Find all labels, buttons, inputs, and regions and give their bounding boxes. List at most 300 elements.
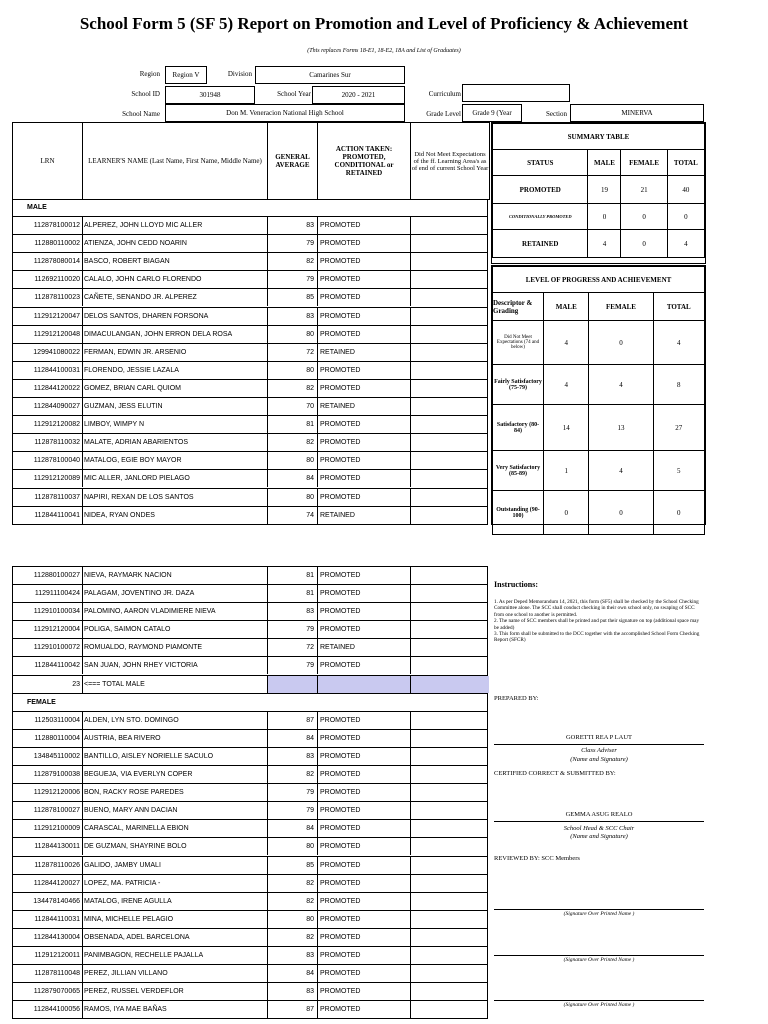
table-row [12, 893, 488, 911]
learner-name: MIC ALLER, JANLORD PIELAGO [83, 470, 268, 487]
summary-row [493, 176, 705, 204]
progress-female: 4 [589, 365, 653, 405]
total-male-row [12, 676, 488, 694]
learner-lrn: 112692110020 [13, 271, 83, 288]
grade-level-label: Grade Level [426, 110, 461, 118]
learner-lrn: 112844130004 [13, 929, 83, 946]
learner-name: MATALOG, EGIE BOY MAYOR [83, 452, 268, 469]
head-role: School Head & SCC Chair [563, 825, 635, 832]
learner-name: NIEVA, RAYMARK NACION [83, 567, 268, 584]
progress-table [491, 265, 706, 525]
col-name: LEARNER'S NAME (Last Name, First Name, Middle Name) [83, 123, 268, 199]
table-row [12, 253, 488, 271]
learner-name: BEGUEJA, VIA EVERLYN COPER [83, 766, 268, 783]
learner-table-page2 [12, 566, 488, 1019]
head-signature-line [494, 821, 704, 822]
action-taken: PROMOTED [318, 235, 411, 252]
learner-name: RAMOS, IYA MAE BAÑAS [83, 1001, 268, 1018]
action-taken: PROMOTED [318, 802, 411, 819]
total-male-count: 23 [13, 676, 83, 693]
learner-name: ALPEREZ, JOHN LLOYD MIC ALLER [83, 217, 268, 234]
table-row [12, 585, 488, 603]
table-row [12, 766, 488, 784]
progress-male: 4 [544, 321, 589, 365]
general-average: 83 [268, 217, 318, 234]
progress-desc: Fairly Satisfactory (75-79) [493, 365, 544, 405]
learner-name: ATIENZA, JOHN CEDD NOARIN [83, 235, 268, 252]
learner-name: POLIGA, SAIMON CATALO [83, 621, 268, 638]
scc-caption-1: (Signature Over Printed Name ) [563, 911, 635, 917]
general-average: 82 [268, 875, 318, 892]
scc-signature-line-3 [494, 1000, 704, 1001]
adviser-note: (Name and Signature) [570, 756, 628, 763]
learner-name: CARASCAL, MARINELLA EBION [83, 820, 268, 837]
learner-lrn: 112912120006 [13, 784, 83, 801]
progress-row [493, 321, 705, 365]
progress-total: 8 [653, 365, 705, 405]
general-average: 85 [268, 289, 318, 306]
learner-lrn: 112878110032 [13, 434, 83, 451]
action-taken: RETAINED [318, 507, 411, 524]
general-average: 84 [268, 470, 318, 487]
learner-lrn: 112880110002 [13, 235, 83, 252]
table-row [12, 326, 488, 344]
table-row [12, 712, 488, 730]
general-average: 83 [268, 748, 318, 765]
general-average: 72 [268, 344, 318, 361]
action-taken: RETAINED [318, 344, 411, 361]
adviser-signature-line [494, 744, 704, 745]
action-taken: PROMOTED [318, 784, 411, 801]
learner-name: BON, RACKY ROSE PAREDES [83, 784, 268, 801]
learner-name: PEREZ, JILLIAN VILLANO [83, 965, 268, 982]
learner-lrn: 112844110041 [13, 507, 83, 524]
table-row [12, 929, 488, 947]
learner-lrn: 112844110031 [13, 911, 83, 928]
table-row [12, 434, 488, 452]
action-taken: PROMOTED [318, 380, 411, 397]
progress-female: 4 [589, 451, 653, 491]
progress-female: 13 [589, 405, 653, 451]
action-taken: PROMOTED [318, 857, 411, 874]
school-year-value: 2020 - 2021 [312, 86, 405, 104]
learner-name: FERMAN, EDWIN JR. ARSENIO [83, 344, 268, 361]
progress-row [493, 451, 705, 491]
scc-signature-line-2 [494, 955, 704, 956]
general-average: 80 [268, 362, 318, 379]
action-taken: PROMOTED [318, 603, 411, 620]
action-taken: PROMOTED [318, 271, 411, 288]
progress-row [493, 491, 705, 535]
total-male-avg [268, 676, 318, 693]
learner-name: PALAGAM, JOVENTINO JR. DAZA [83, 585, 268, 602]
action-taken: PROMOTED [318, 911, 411, 928]
instructions-block [494, 580, 704, 644]
section-value: MINERVA [570, 104, 704, 122]
did-not-meet-cell [411, 911, 489, 928]
summary-total: 0 [667, 204, 704, 230]
did-not-meet-cell [411, 271, 489, 288]
progress-head-desc: Descriptor & Grading [493, 293, 544, 321]
progress-male: 1 [544, 451, 589, 491]
reviewed-label: REVIEWED BY: SCC Members [494, 855, 580, 862]
table-row [12, 271, 488, 289]
learner-table-page1 [12, 199, 488, 525]
did-not-meet-cell [411, 585, 489, 602]
general-average: 82 [268, 893, 318, 910]
table-row [12, 784, 488, 802]
did-not-meet-cell [411, 965, 489, 982]
did-not-meet-cell [411, 802, 489, 819]
progress-total: 27 [653, 405, 705, 451]
general-average: 82 [268, 253, 318, 270]
table-header [12, 122, 490, 200]
did-not-meet-cell [411, 308, 489, 325]
action-taken: RETAINED [318, 639, 411, 656]
progress-desc: Outstanding (90-100) [493, 491, 544, 535]
progress-female: 0 [589, 321, 653, 365]
action-taken: PROMOTED [318, 838, 411, 855]
table-row [12, 621, 488, 639]
learner-name: ROMUALDO, RAYMOND PIAMONTE [83, 639, 268, 656]
summary-head-status: STATUS [493, 150, 588, 176]
form-title: School Form 5 (SF 5) Report on Promotion and Level of Proficiency & Achievement [79, 14, 689, 33]
general-average: 81 [268, 416, 318, 433]
learner-lrn: 112844130011 [13, 838, 83, 855]
learner-name: DE GUZMAN, SHAYRINE BOLO [83, 838, 268, 855]
curriculum-value [462, 84, 570, 102]
table-row [12, 567, 488, 585]
learner-lrn: 112880100027 [13, 567, 83, 584]
summary-male: 0 [588, 204, 621, 230]
action-taken: PROMOTED [318, 965, 411, 982]
male-label: MALE [27, 204, 47, 211]
progress-head-total: TOTAL [653, 293, 705, 321]
general-average: 84 [268, 965, 318, 982]
table-row [12, 308, 488, 326]
did-not-meet-cell [411, 452, 489, 469]
action-taken: PROMOTED [318, 585, 411, 602]
learner-lrn: 112912120048 [13, 326, 83, 343]
general-average: 79 [268, 621, 318, 638]
learner-name: CAÑETE, SENANDO JR. ALPEREZ [83, 289, 268, 306]
learner-name: GALIDO, JAMBY UMALI [83, 857, 268, 874]
learner-name: AUSTRIA, BEA RIVERO [83, 730, 268, 747]
did-not-meet-cell [411, 766, 489, 783]
table-row [12, 344, 488, 362]
table-row [12, 730, 488, 748]
learner-lrn: 112879070065 [13, 983, 83, 1000]
instructions-title: Instructions: [494, 580, 539, 589]
table-row [12, 657, 488, 675]
col-did-not-meet: Did Not Meet Expectations of the ff. Learning Area/s as of end of current School Year [411, 150, 489, 172]
general-average: 82 [268, 434, 318, 451]
table-row [12, 603, 488, 621]
action-taken: PROMOTED [318, 289, 411, 306]
learner-lrn: 112878110026 [13, 857, 83, 874]
action-taken: PROMOTED [318, 657, 411, 674]
did-not-meet-cell [411, 1001, 489, 1018]
did-not-meet-cell [411, 947, 489, 964]
learner-name: GUZMAN, JESS ELUTIN [83, 398, 268, 415]
learner-lrn: 112503110004 [13, 712, 83, 729]
table-row [12, 217, 488, 235]
learner-lrn: 112878100012 [13, 217, 83, 234]
school-id-value: 301948 [165, 86, 255, 104]
progress-row [493, 365, 705, 405]
summary-total: 4 [667, 230, 704, 258]
action-taken: PROMOTED [318, 820, 411, 837]
instruction-line-1: 1. As per Deped Memorandum 14, 2021, this form (SF5) shall be checked by the School Checking Committee alone. The SCC shall conduct checking in their own school only, no swaping of SCC from one school to another is permitted. [494, 599, 699, 618]
summary-row [493, 230, 705, 258]
summary-status: CONDITIONALLY PROMOTED [493, 204, 588, 230]
did-not-meet-cell [411, 380, 489, 397]
region-label: Region [139, 70, 160, 78]
action-taken: PROMOTED [318, 1001, 411, 1018]
did-not-meet-cell [411, 748, 489, 765]
learner-lrn: 129941080022 [13, 344, 83, 361]
summary-head-total: TOTAL [667, 150, 704, 176]
learner-lrn: 112878110023 [13, 289, 83, 306]
table-row [12, 857, 488, 875]
section-label: Section [546, 110, 567, 118]
did-not-meet-cell [411, 621, 489, 638]
learner-lrn: 112844090027 [13, 398, 83, 415]
progress-female: 0 [589, 491, 653, 535]
general-average: 82 [268, 929, 318, 946]
action-taken: PROMOTED [318, 893, 411, 910]
table-row [12, 380, 488, 398]
general-average: 79 [268, 235, 318, 252]
did-not-meet-cell [411, 929, 489, 946]
action-taken: PROMOTED [318, 947, 411, 964]
did-not-meet-cell [411, 489, 489, 506]
learner-name: OBSENADA, ADEL BARCELONA [83, 929, 268, 946]
learner-lrn: 112844100056 [13, 1001, 83, 1018]
learner-name: MATALOG, IRENE AGULLA [83, 893, 268, 910]
general-average: 87 [268, 712, 318, 729]
did-not-meet-cell [411, 983, 489, 1000]
learner-lrn: 112878110048 [13, 965, 83, 982]
did-not-meet-cell [411, 344, 489, 361]
did-not-meet-cell [411, 603, 489, 620]
progress-title: LEVEL OF PROGRESS AND ACHIEVEMENT [493, 267, 705, 293]
learner-lrn: 112911100424 [13, 585, 83, 602]
table-row [12, 507, 488, 525]
table-row [12, 820, 488, 838]
action-taken: PROMOTED [318, 730, 411, 747]
adviser-name: GORETTI REA P LAUT [565, 734, 633, 741]
table-row [12, 838, 488, 856]
learner-lrn: 112879100038 [13, 766, 83, 783]
progress-total: 0 [653, 491, 705, 535]
progress-desc: Did Not Meet Expectations (74 and below) [493, 321, 544, 365]
learner-name: SAN JUAN, JOHN RHEY VICTORIA [83, 657, 268, 674]
learner-name: CALALO, JOHN CARLO FLORENDO [83, 271, 268, 288]
general-average: 79 [268, 802, 318, 819]
table-row [12, 965, 488, 983]
instruction-line-2: 2. The name of SCC members shall be printed and put their signature on top (additional space may be added) [494, 618, 700, 631]
summary-table [491, 122, 706, 264]
table-row [12, 289, 488, 307]
learner-name: FLORENDO, JESSIE LAZALA [83, 362, 268, 379]
curriculum-label: Curriculum [428, 90, 461, 98]
table-row [12, 362, 488, 380]
region-value: Region V [165, 66, 207, 84]
learner-lrn: 134845110002 [13, 748, 83, 765]
general-average: 83 [268, 983, 318, 1000]
action-taken: PROMOTED [318, 748, 411, 765]
did-not-meet-cell [411, 657, 489, 674]
total-male-dnm [411, 676, 489, 693]
learner-lrn: 112912120082 [13, 416, 83, 433]
summary-total: 40 [667, 176, 704, 204]
learner-name: BANTILLO, AISLEY NORIELLE SACULO [83, 748, 268, 765]
total-male-action [318, 676, 411, 693]
col-action-taken: ACTION TAKEN: PROMOTED, CONDITIONAL or RETAINED [318, 123, 411, 199]
action-taken: PROMOTED [318, 452, 411, 469]
table-row [12, 947, 488, 965]
summary-status: RETAINED [493, 230, 588, 258]
progress-desc: Satisfactory (80-84) [493, 405, 544, 451]
learner-name: MINA, MICHELLE PELAGIO [83, 911, 268, 928]
table-row [12, 802, 488, 820]
did-not-meet-cell [411, 730, 489, 747]
general-average: 81 [268, 585, 318, 602]
action-taken: PROMOTED [318, 567, 411, 584]
learner-name: NIDEA, RYAN ONDES [83, 507, 268, 524]
general-average: 80 [268, 838, 318, 855]
did-not-meet-cell [411, 416, 489, 433]
did-not-meet-cell [411, 712, 489, 729]
scc-signature-line-1 [494, 909, 704, 910]
school-year-label: School Year [277, 90, 311, 98]
progress-male: 14 [544, 405, 589, 451]
general-average: 84 [268, 730, 318, 747]
table-row [12, 748, 488, 766]
learner-name: DIMACULANGAN, JOHN ERRON DELA ROSA [83, 326, 268, 343]
did-not-meet-cell [411, 639, 489, 656]
table-row [12, 1001, 488, 1019]
form-subtitle: (This replaces Forms 18-E1, 18-E2, 18A and List of Graduates) [307, 48, 461, 54]
action-taken: PROMOTED [318, 929, 411, 946]
summary-head-male: MALE [588, 150, 621, 176]
did-not-meet-cell [411, 507, 489, 524]
general-average: 87 [268, 1001, 318, 1018]
did-not-meet-cell [411, 253, 489, 270]
learner-lrn: 112844100031 [13, 362, 83, 379]
summary-female: 21 [621, 176, 667, 204]
school-info-header [0, 66, 768, 122]
did-not-meet-cell [411, 217, 489, 234]
learner-name: ALDEN, LYN STO. DOMINGO [83, 712, 268, 729]
general-average: 72 [268, 639, 318, 656]
summary-male: 19 [588, 176, 621, 204]
summary-head-female: FEMALE [621, 150, 667, 176]
did-not-meet-cell [411, 875, 489, 892]
summary-row [493, 204, 705, 230]
learner-name: BUENO, MARY ANN DACIAN [83, 802, 268, 819]
instruction-line-3: 3. This form shall be submitted to the DCC together with the accomplished School Form Checking Report (SFCR) [494, 631, 700, 644]
learner-lrn: 112912100009 [13, 820, 83, 837]
general-average: 74 [268, 507, 318, 524]
table-row [12, 911, 488, 929]
progress-head-female: FEMALE [589, 293, 653, 321]
learner-lrn: 112910100034 [13, 603, 83, 620]
summary-female: 0 [621, 204, 667, 230]
table-row [12, 489, 488, 507]
action-taken: PROMOTED [318, 362, 411, 379]
general-average: 81 [268, 567, 318, 584]
progress-head-male: MALE [544, 293, 589, 321]
table-row [12, 398, 488, 416]
did-not-meet-cell [411, 838, 489, 855]
scc-caption-2: (Signature Over Printed Name ) [563, 957, 635, 963]
progress-row [493, 405, 705, 451]
learner-lrn: 112910100072 [13, 639, 83, 656]
general-average: 80 [268, 489, 318, 506]
learner-name: GOMEZ, BRIAN CARL QUIOM [83, 380, 268, 397]
learner-lrn: 134478140466 [13, 893, 83, 910]
general-average: 79 [268, 271, 318, 288]
did-not-meet-cell [411, 289, 489, 306]
table-row [12, 639, 488, 657]
did-not-meet-cell [411, 398, 489, 415]
learner-name: BASCO, ROBERT BIAGAN [83, 253, 268, 270]
learner-name: LIMBOY, WIMPY N [83, 416, 268, 433]
action-taken: PROMOTED [318, 470, 411, 487]
table-row [12, 452, 488, 470]
learner-name: MALATE, ADRIAN ABARIENTOS [83, 434, 268, 451]
school-id-label: School ID [131, 90, 160, 98]
summary-title: SUMMARY TABLE [493, 124, 705, 150]
progress-male: 0 [544, 491, 589, 535]
summary-female: 0 [621, 230, 667, 258]
division-value: Camarines Sur [255, 66, 405, 84]
action-taken: PROMOTED [318, 983, 411, 1000]
did-not-meet-cell [411, 567, 489, 584]
did-not-meet-cell [411, 434, 489, 451]
did-not-meet-cell [411, 820, 489, 837]
head-note: (Name and Signature) [570, 833, 628, 840]
action-taken: PROMOTED [318, 308, 411, 325]
learner-lrn: 112878100027 [13, 802, 83, 819]
grade-level-value: Grade 9 (Year [462, 104, 522, 122]
general-average: 85 [268, 857, 318, 874]
general-average: 80 [268, 326, 318, 343]
total-male-label: <=== TOTAL MALE [83, 676, 268, 693]
action-taken: PROMOTED [318, 326, 411, 343]
action-taken: RETAINED [318, 398, 411, 415]
general-average: 83 [268, 603, 318, 620]
learner-lrn: 112844110042 [13, 657, 83, 674]
prepared-by-label: PREPARED BY: [494, 695, 539, 702]
learner-name: LOPEZ, MA. PATRICIA - [83, 875, 268, 892]
action-taken: PROMOTED [318, 766, 411, 783]
learner-lrn: 112912120089 [13, 470, 83, 487]
learner-lrn: 112844120027 [13, 875, 83, 892]
school-name-value: Don M. Veneracion National High School [165, 104, 405, 122]
action-taken: PROMOTED [318, 416, 411, 433]
general-average: 82 [268, 766, 318, 783]
action-taken: PROMOTED [318, 217, 411, 234]
action-taken: PROMOTED [318, 434, 411, 451]
general-average: 80 [268, 452, 318, 469]
did-not-meet-cell [411, 326, 489, 343]
table-row [12, 875, 488, 893]
general-average: 80 [268, 911, 318, 928]
progress-desc: Very Satisfactory (85-89) [493, 451, 544, 491]
